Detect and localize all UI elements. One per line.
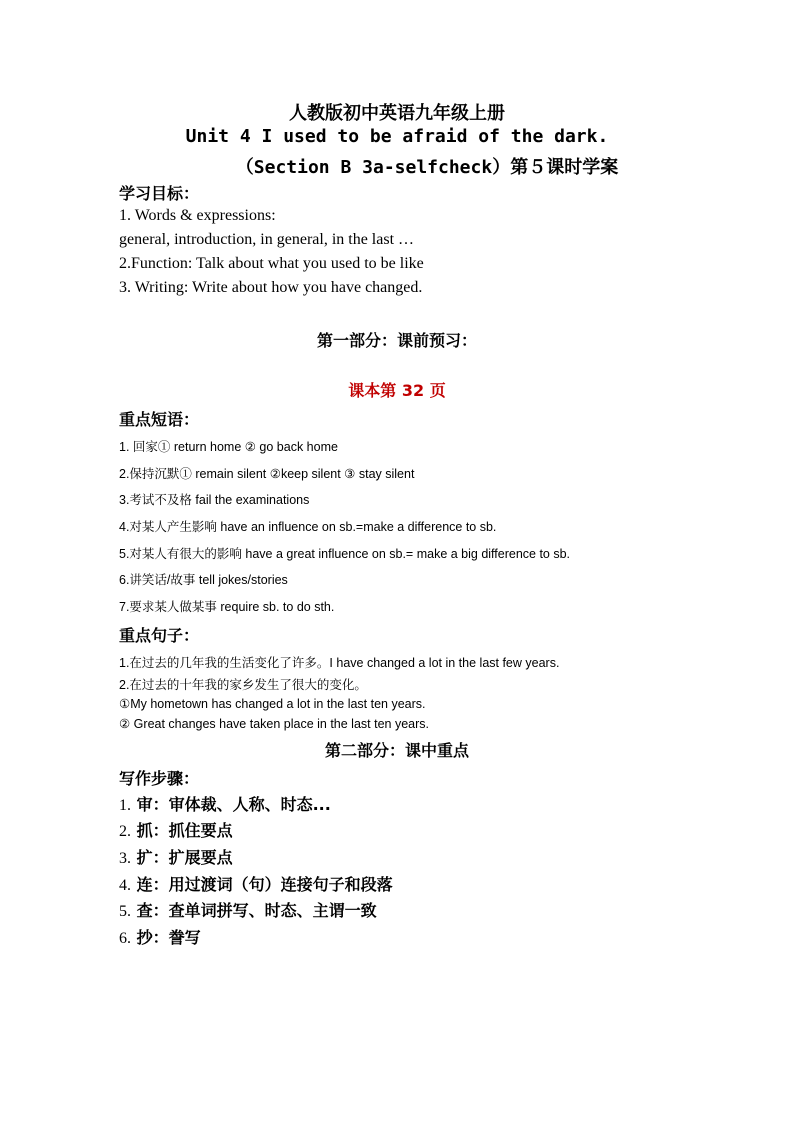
part-one-heading: 第一部分：课前预习： (316, 331, 477, 350)
objectives-heading: 学习目标： (119, 184, 200, 203)
step-number: 3. (119, 850, 131, 867)
part-two-heading: 第二部分：课中重点 (324, 741, 469, 760)
step-number: 4. (119, 877, 131, 894)
unit-title: Unit 4 I used to be afraid of the dark. (185, 126, 609, 147)
writing-step (119, 792, 331, 815)
objective-line: general, introduction, in general, in the last … (119, 231, 415, 248)
writing-steps-heading: 写作步骤： (119, 769, 200, 788)
sentence-item: ② Great changes have taken place in the last ten years. (119, 717, 429, 731)
objective-line: 2.Function: Talk about what you used to be like (119, 255, 424, 272)
step-text: 抓：抓住要点 (136, 821, 233, 840)
step-number: 2. (119, 823, 131, 840)
step-number: 1. (119, 797, 131, 814)
key-phrases-heading: 重点短语： (119, 410, 200, 429)
step-text: 扩：扩展要点 (136, 848, 233, 867)
step-text: 连：用过渡词（句）连接句子和段落 (136, 875, 393, 894)
phrase-item: 2.保持沉默① remain silent ②keep silent ③ stay silent (119, 467, 415, 481)
textbook-page-reference: 课本第 32 页 (348, 381, 446, 400)
writing-step (119, 845, 233, 868)
document-title: 人教版初中英语九年级上册 (289, 103, 505, 124)
key-sentences-heading: 重点句子： (119, 626, 200, 645)
writing-step (119, 872, 393, 895)
writing-step (119, 818, 233, 841)
sentence-item: 1.在过去的几年我的生活变化了许多。I have changed a lot in the last few years. (119, 656, 560, 670)
phrase-item: 1. 回家① return home ② go back home (119, 440, 338, 454)
step-number: 6. (119, 930, 131, 947)
objective-line: 3. Writing: Write about how you have changed. (119, 279, 423, 296)
sentence-item: 2.在过去的十年我的家乡发生了很大的变化。 (119, 678, 367, 692)
writing-step (119, 925, 201, 948)
phrase-item: 7.要求某人做某事 require sb. to do sth. (119, 600, 335, 614)
phrase-item: 3.考试不及格 fail the examinations (119, 493, 310, 507)
step-text: 查：查单词拼写、时态、主谓一致 (136, 901, 377, 920)
section-title: （Section B 3a-selfcheck）第５课时学案 (235, 157, 619, 178)
objective-line: 1. Words & expressions: (119, 207, 276, 224)
phrase-item: 6.讲笑话/故事 tell jokes/stories (119, 573, 288, 587)
writing-step (119, 898, 377, 921)
step-text: 抄：誊写 (136, 928, 201, 947)
step-text: 审：审体裁、人称、时态... (136, 795, 331, 814)
sentence-item: ①My hometown has changed a lot in the last ten years. (119, 697, 426, 711)
step-number: 5. (119, 903, 131, 920)
phrase-item: 4.对某人产生影响 have an influence on sb.=make a difference to sb. (119, 520, 497, 534)
phrase-item: 5.对某人有很大的影响 have a great influence on sb.= make a big difference to sb. (119, 547, 571, 561)
